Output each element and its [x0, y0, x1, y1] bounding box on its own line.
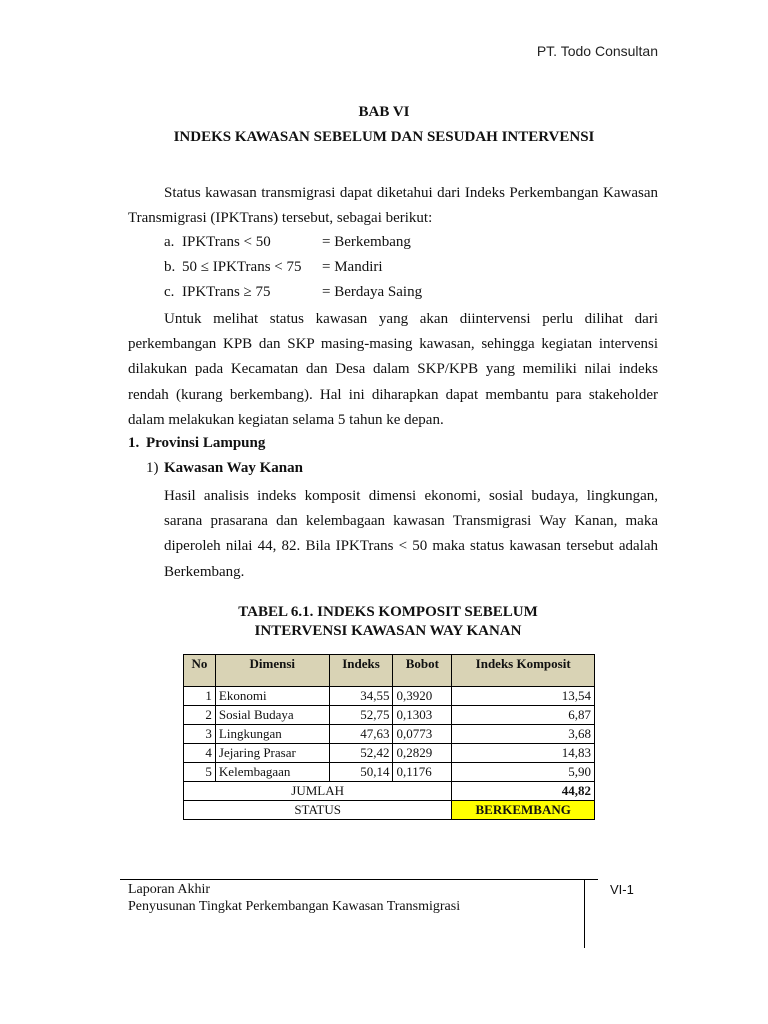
footer-report-title: Penyusunan Tingkat Perkembangan Kawasan Transmigrasi [128, 899, 461, 914]
cell-komposit: 6,87 [452, 706, 595, 725]
cell-komposit: 5,90 [452, 763, 595, 782]
subsection-heading [146, 460, 303, 477]
criteria-result: = Mandiri [322, 259, 383, 275]
composite-index-table [183, 654, 595, 820]
subsection-paragraph: Hasil analisis indeks komposit dimensi ekonomi, sosial budaya, lingkungan, sarana prasarana dan kelembagaan kawasan Transmigrasi Way Kanan, maka diperoleh nilai 44, 82. Bila IPKTrans < 50 maka status kawasan tersebut adalah Berkembang. [164, 488, 658, 580]
cell-komposit: 14,83 [452, 744, 595, 763]
footer-divider [120, 879, 598, 880]
intro-paragraph: Status kawasan transmigrasi dapat diketahui dari Indeks Perkembangan Kawasan Transmigrasi (IPKTrans) tersebut, sebagai berikut: [128, 185, 658, 227]
cell-dimensi: Jejaring Prasar [215, 744, 329, 763]
table-row [184, 744, 595, 763]
cell-komposit: 13,54 [452, 687, 595, 706]
criteria-marker: b. [164, 259, 176, 275]
cell-dimensi: Lingkungan [215, 725, 329, 744]
table-row [184, 706, 595, 725]
table-total-row [184, 782, 595, 801]
table-row [184, 687, 595, 706]
header-dimensi: Dimensi [215, 655, 329, 687]
header-bobot: Bobot [393, 655, 452, 687]
total-value: 44,82 [452, 782, 595, 801]
cell-bobot: 0,3920 [393, 687, 452, 706]
criteria-item-c [164, 284, 422, 301]
criteria-marker: a. [164, 234, 175, 250]
header-indeks: Indeks [329, 655, 393, 687]
header-no: No [184, 655, 216, 687]
cell-indeks: 47,63 [329, 725, 393, 744]
cell-bobot: 0,1176 [393, 763, 452, 782]
footer-vertical-divider [584, 879, 585, 948]
subsection-number: 1) [146, 460, 159, 476]
total-label: JUMLAH [184, 782, 452, 801]
criteria-marker: c. [164, 284, 175, 300]
cell-no: 1 [184, 687, 216, 706]
footer-report-label: Laporan Akhir [128, 882, 211, 897]
header-company-name: PT. Todo Consultan [536, 43, 658, 59]
criteria-condition: IPKTrans < 50 [182, 234, 271, 250]
chapter-title: INDEKS KAWASAN SEBELUM DAN SESUDAH INTERVENSI [173, 129, 595, 145]
table-row [184, 763, 595, 782]
footer-page-number: VI-1 [610, 882, 634, 897]
criteria-item-a [164, 234, 411, 251]
section-title: Provinsi Lampung [146, 435, 266, 451]
chapter-number: BAB VI [358, 104, 410, 120]
criteria-condition: IPKTrans ≥ 75 [182, 284, 271, 300]
cell-no: 3 [184, 725, 216, 744]
criteria-result: = Berdaya Saing [322, 284, 423, 300]
header-komposit: Indeks Komposit [452, 655, 595, 687]
table-title-line2: INTERVENSI KAWASAN WAY KANAN [254, 623, 522, 639]
cell-bobot: 0,2829 [393, 744, 452, 763]
subsection-title: Kawasan Way Kanan [164, 460, 303, 476]
cell-indeks: 52,42 [329, 744, 393, 763]
cell-dimensi: Ekonomi [215, 687, 329, 706]
section-heading [128, 435, 265, 452]
cell-bobot: 0,1303 [393, 706, 452, 725]
cell-komposit: 3,68 [452, 725, 595, 744]
cell-dimensi: Kelembagaan [215, 763, 329, 782]
table-status-row [184, 801, 595, 820]
cell-no: 4 [184, 744, 216, 763]
cell-bobot: 0,0773 [393, 725, 452, 744]
section-number: 1. [128, 435, 140, 451]
cell-dimensi: Sosial Budaya [215, 706, 329, 725]
paragraph-2: Untuk melihat status kawasan yang akan diintervensi perlu dilihat dari perkembangan KPB dan SKP masing-masing kawasan, sehingga kegiatan intervensi dilakukan pada Kecamatan dan Desa dalam SKP/KPB yang memiliki nilai indeks rendah (kurang berkembang). Hal ini diharapkan dapat membantu para stakeholder dalam melakukan kegiatan selama 5 tahun ke depan. [128, 311, 658, 428]
cell-no: 2 [184, 706, 216, 725]
cell-indeks: 50,14 [329, 763, 393, 782]
table-title-line1: TABEL 6.1. INDEKS KOMPOSIT SEBELUM [238, 604, 538, 620]
table-row [184, 725, 595, 744]
status-label: STATUS [184, 801, 452, 820]
table-header-row [184, 655, 595, 687]
cell-indeks: 34,55 [329, 687, 393, 706]
criteria-item-b [164, 259, 383, 276]
cell-no: 5 [184, 763, 216, 782]
criteria-condition: 50 ≤ IPKTrans < 75 [182, 259, 302, 275]
cell-indeks: 52,75 [329, 706, 393, 725]
criteria-result: = Berkembang [322, 234, 411, 250]
status-badge: BERKEMBANG [452, 801, 595, 820]
